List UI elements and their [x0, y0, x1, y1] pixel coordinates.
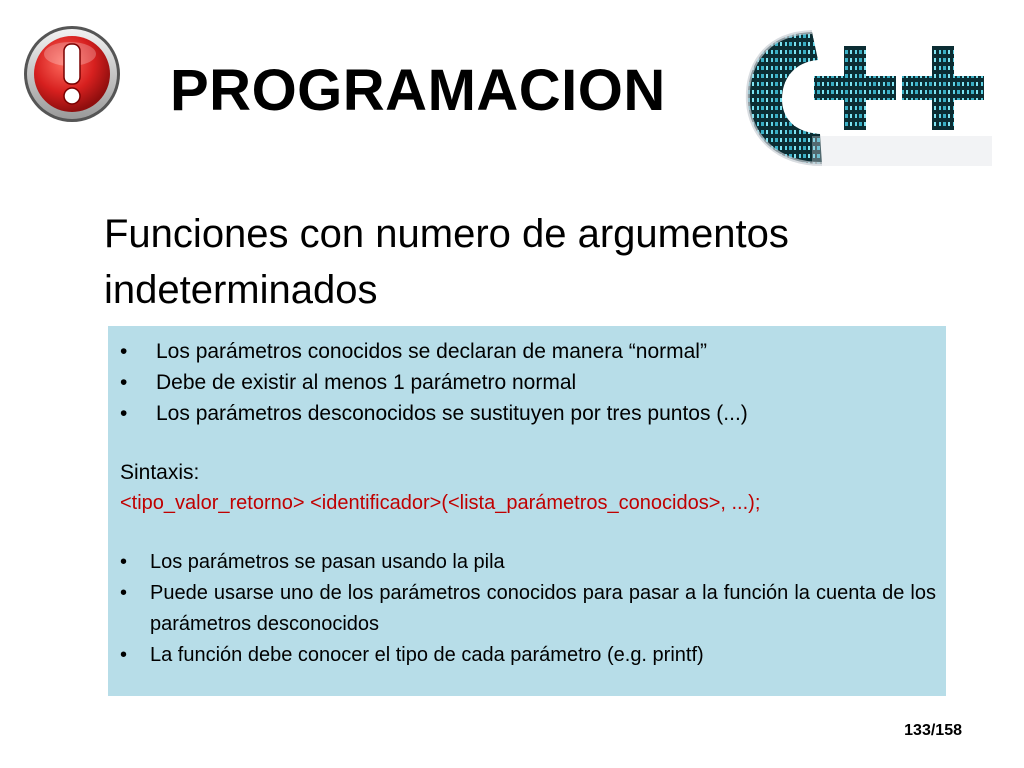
list-item: • Los parámetros conocidos se declaran de manera “normal”	[120, 336, 936, 367]
syntax-label: Sintaxis:	[120, 461, 200, 484]
page-number: 133/158	[904, 722, 962, 739]
bullet-icon: •	[120, 582, 128, 604]
list-item: • Puede usarse uno de los parámetros conocidos para pasar a la función la cuenta de los parámetros desconocidos	[120, 578, 936, 640]
list-item: • La función debe conocer el tipo de cada parámetro (e.g. printf)	[120, 640, 936, 671]
list-item: • Los parámetros se pasan usando la pila	[120, 547, 936, 578]
slide-title: PROGRAMACION	[170, 58, 666, 123]
list-item: • Los parámetros desconocidos se sustituyen por tres puntos (...)	[120, 398, 936, 429]
alert-icon	[22, 24, 122, 124]
bullet-icon: •	[120, 644, 128, 666]
cpp-logo	[742, 24, 992, 174]
content-box	[108, 326, 946, 696]
bullet-icon: •	[120, 551, 128, 573]
slide-subtitle: Funciones con numero de argumentos indeterminados	[104, 212, 789, 312]
bullet-list-top	[120, 336, 936, 429]
bullet-icon: •	[120, 340, 128, 363]
bullet-icon: •	[120, 371, 128, 394]
list-item: • Debe de existir al menos 1 parámetro normal	[120, 367, 936, 398]
bullet-list-bottom	[120, 547, 936, 671]
bullet-icon: •	[120, 402, 128, 425]
syntax-code: <tipo_valor_retorno> <identificador>(<lista_parámetros_conocidos>, ...);	[120, 492, 761, 514]
